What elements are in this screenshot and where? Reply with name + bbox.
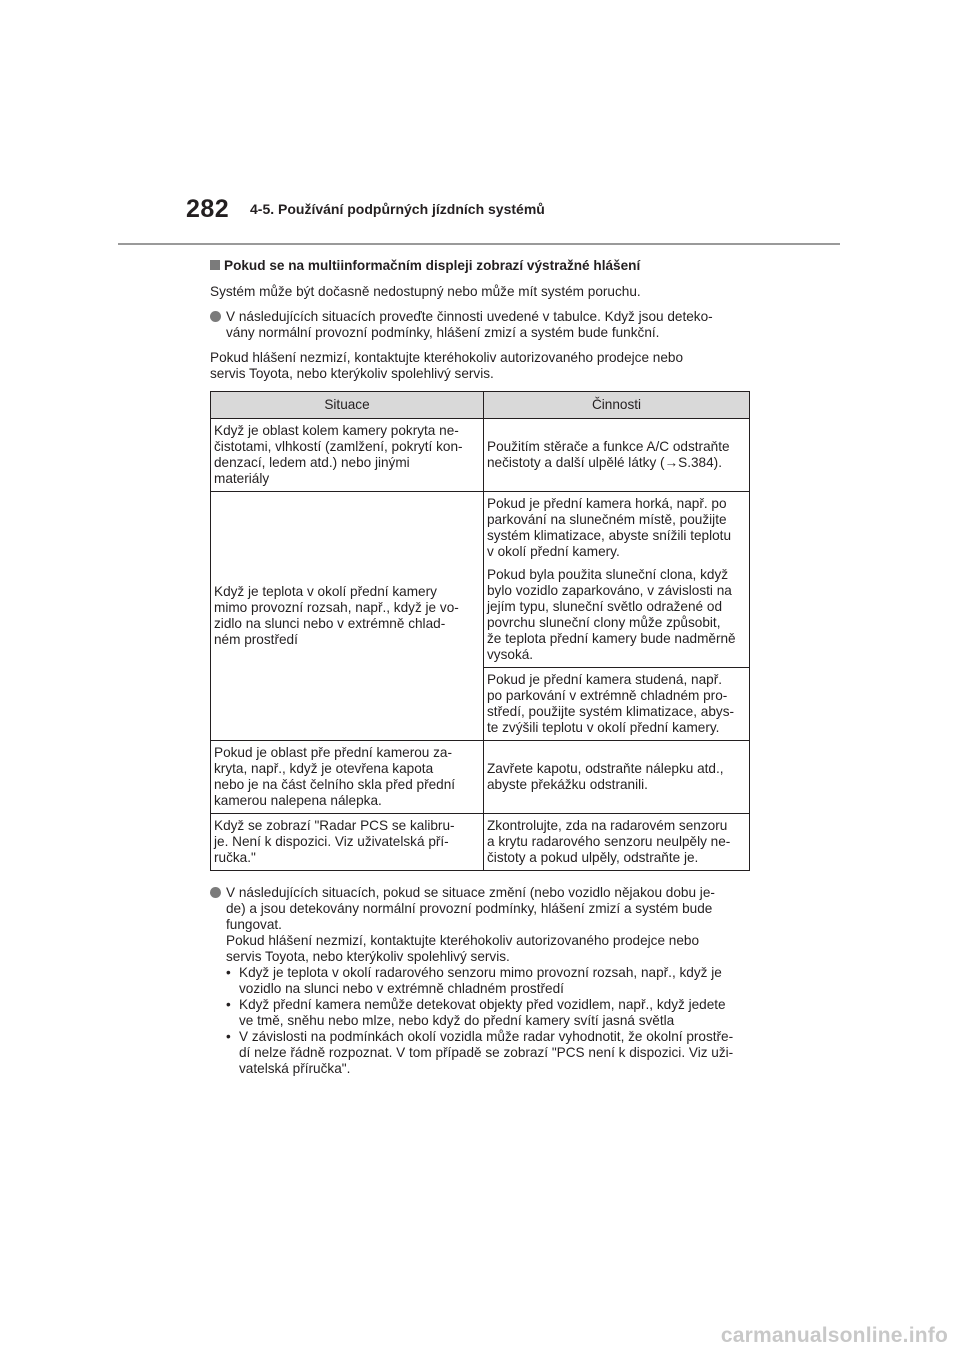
list-item: • Když přední kamera nemůže detekovat objekty před vozidlem, např., když jedete ve tmě, sněhu nebo mlze, nebo když do přední kamery svítí jasná světla bbox=[226, 997, 755, 1029]
action-paragraph: Pokud je přední kamera horká, např. po parkování na slunečném místě, použijte systém klimatizace, abyste snížili teplotu v okolí přední kamery. bbox=[487, 496, 732, 559]
square-bullet-icon bbox=[210, 260, 220, 270]
situation-cell: Pokud je oblast pře přední kamerou za- kryta, např., když je otevřena kapota nebo je na část čelního skla před přední kamerou nalepena nálepka. bbox=[211, 741, 484, 814]
table-row bbox=[211, 741, 750, 814]
watermark: carmanualsonline.info bbox=[720, 1324, 948, 1347]
action-cell: Zavřete kapotu, odstraňte nálepku atd., abyste překážku odstranili. bbox=[484, 741, 750, 814]
situation-action-table bbox=[210, 391, 750, 871]
table-header-row bbox=[211, 392, 750, 419]
warning-heading-text: Pokud se na multiinformačním displeji zobrazí výstražné hlášení bbox=[224, 258, 641, 273]
action-cell bbox=[484, 492, 750, 668]
section-title: 4-5. Používání podpůrných jízdních systémů bbox=[250, 201, 545, 217]
bullet-text: V následujících situacích, pokud se situace změní (nebo vozidlo nějakou dobu je- de) a jsou detekovány normální provozní podmínky, hlášení zmizí a systém bude fungovat. Pokud hlášení nezmizí, kontaktujte kteréhokoliv autorizovaného prodejce nebo servis Toyota, nebo kterýkoliv spolehlivý servis. bbox=[226, 885, 715, 964]
action-cell: Použitím stěrače a funkce A/C odstraňte nečistoty a další ulpělé látky (→S.384). bbox=[484, 419, 750, 492]
bullet-item bbox=[210, 309, 755, 341]
action-paragraph: Pokud byla použita sluneční clona, když bylo vozidlo zaparkováno, v závislosti na jejím typu, sluneční světlo odražené od povrchu sluneční clony může způsobit, že teplota přední kamery bude nadměrně vysoká. bbox=[487, 567, 736, 662]
condition-list bbox=[226, 965, 755, 1077]
page-number: 282 bbox=[186, 195, 230, 223]
column-header-action: Činnosti bbox=[484, 392, 750, 419]
table-row bbox=[211, 492, 750, 668]
bullet-item bbox=[210, 885, 755, 965]
list-item: • Když je teplota v okolí radarového senzoru mimo provozní rozsah, např., když je vozidlo na slunci nebo v extrémně chladném prostředí bbox=[226, 965, 755, 997]
intro-text: Systém může být dočasně nedostupný nebo může mít systém poruchu. bbox=[210, 284, 641, 299]
warning-heading bbox=[210, 258, 755, 274]
page-content bbox=[210, 258, 755, 1077]
column-header-situation: Situace bbox=[211, 392, 484, 419]
header-divider bbox=[118, 243, 840, 245]
table-row bbox=[211, 419, 750, 492]
situation-cell: Když je teplota v okolí přední kamery mimo provozní rozsah, např., když je vo- zidlo na slunci nebo v extrémně chlad- ném prostředí bbox=[211, 492, 484, 741]
bullet-text: V následujících situacích proveďte činnosti uvedené v tabulce. Když jsou deteko- vány normální provozní podmínky, hlášení zmizí a systém bude funkční. bbox=[226, 309, 713, 340]
table-row bbox=[211, 814, 750, 871]
action-cell: Pokud je přední kamera studená, např. po parkování v extrémně chladném pro- středí, použijte systém klimatizace, abys- te zvýšili teplotu v okolí přední kamery. bbox=[484, 668, 750, 741]
circle-bullet-icon bbox=[210, 887, 221, 898]
circle-bullet-icon bbox=[210, 311, 221, 322]
contact-text: Pokud hlášení nezmizí, kontaktujte kteréhokoliv autorizovaného prodejce nebo servis Toyota, nebo kterýkoliv spolehlivý servis. bbox=[210, 350, 684, 381]
action-cell: Zkontrolujte, zda na radarovém senzoru a krytu radarového senzoru neulpěly ne- čistoty a pokud ulpěly, odstraňte je. bbox=[484, 814, 750, 871]
list-item: • V závislosti na podmínkách okolí vozidla může radar vyhodnotit, že okolní prostře- dí nelze řádně rozpoznat. V tom případě se zobrazí "PCS není k dispozici. Viz uži- vatelská příručka". bbox=[226, 1029, 755, 1077]
situation-cell: Když se zobrazí "Radar PCS se kalibru- je. Není k dispozici. Viz uživatelská pří- ručka." bbox=[211, 814, 484, 871]
situation-cell: Když je oblast kolem kamery pokryta ne- čistotami, vlhkostí (zamlžení, pokrytí kon- denzací, ledem atd.) nebo jinými materiály bbox=[211, 419, 484, 492]
